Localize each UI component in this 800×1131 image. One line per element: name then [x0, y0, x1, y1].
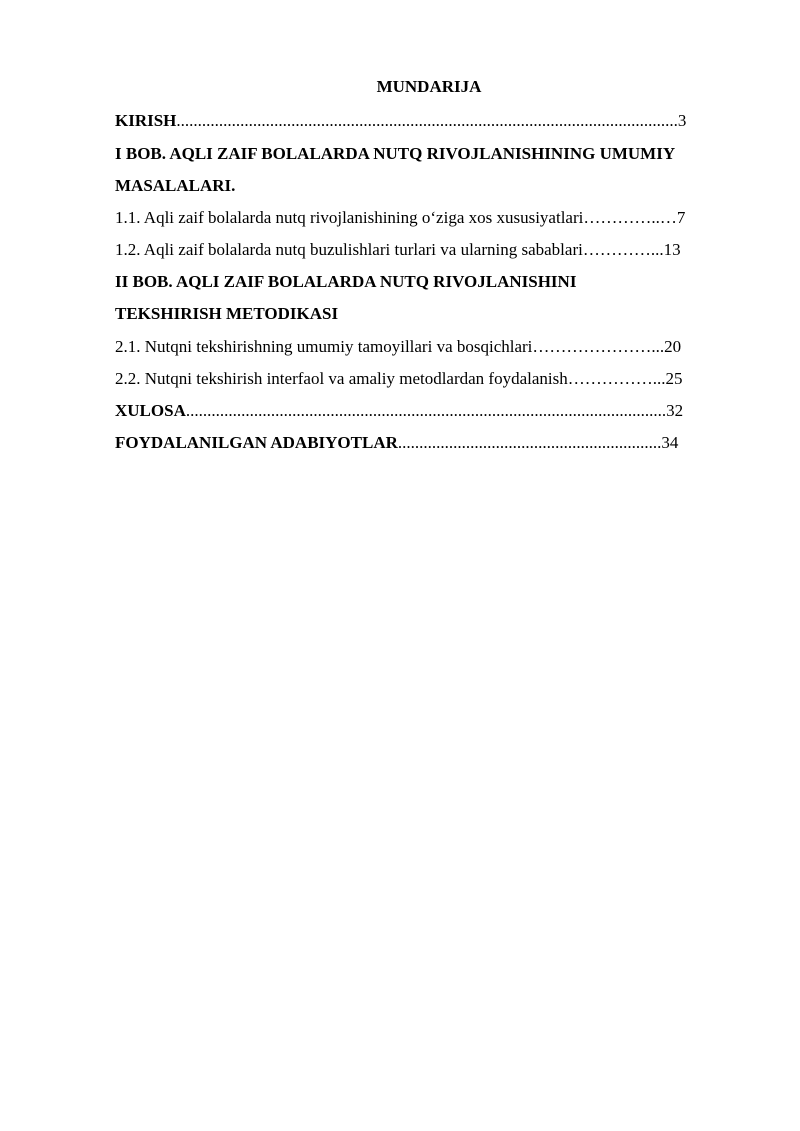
toc-entry-leader: .................................................................................................................: [185, 401, 667, 420]
toc-entry-page: 20: [664, 337, 682, 356]
toc-entry-label: 2.2. Nutqni tekshirish interfaol va amaliy metodlardan foydalanish: [115, 369, 568, 388]
toc-entry-references: [115, 432, 678, 454]
toc-entry-page: 32: [666, 401, 684, 420]
toc-entry-intro: [115, 110, 686, 132]
toc-entry-leader: …………………...: [532, 337, 665, 356]
toc-entry-page: 34: [661, 433, 679, 452]
toc-entry-page: 7: [676, 208, 686, 227]
toc-entry-section-2-2: [115, 368, 683, 390]
toc-entry-label: 2.1. Nutqni tekshirishning umumiy tamoyillari va bosqichlari: [115, 337, 533, 356]
toc-entry-leader: ......................................................................................................................: [176, 111, 678, 130]
toc-entry-label: 1.2. Aqli zaif bolalarda nutq buzulishlari turlari va ularning sabablari: [115, 240, 583, 259]
toc-entry-label: XULOSA: [115, 401, 186, 420]
toc-entry-leader: …………...: [582, 240, 664, 259]
toc-chapter-1-line-1: I BOB. AQLI ZAIF BOLALARDA NUTQ RIVOJLANISHINING UMUMIY: [115, 144, 676, 163]
toc-entry-page: 25: [665, 369, 683, 388]
toc-entry-section-2-1: [115, 336, 681, 358]
toc-entry-leader: ..............................................................: [397, 433, 662, 452]
toc-chapter-1-line-2: MASALALARI.: [115, 176, 236, 195]
toc-entry-section-1-1: [115, 207, 685, 229]
toc-entry-leader: …………..…: [583, 208, 677, 227]
toc-chapter-2-line-1: II BOB. AQLI ZAIF BOLALARDA NUTQ RIVOJLANISHINI: [115, 272, 577, 291]
toc-entry-page: 3: [677, 111, 687, 130]
toc-entry-leader: ……………...: [567, 369, 666, 388]
toc-title: MUNDARIJA: [376, 77, 482, 96]
toc-entry-label: KIRISH: [115, 111, 177, 130]
toc-entry-label: 1.1. Aqli zaif bolalarda nutq rivojlanishining o‘ziga xos xususiyatlari: [115, 208, 584, 227]
toc-entry-conclusion: [115, 400, 683, 422]
toc-chapter-2-line-2: TEKSHIRISH METODIKASI: [115, 304, 339, 323]
toc-entry-page: 13: [663, 240, 681, 259]
toc-entry-section-1-2: [115, 239, 681, 261]
toc-entry-label: FOYDALANILGAN ADABIYOTLAR: [115, 433, 398, 452]
